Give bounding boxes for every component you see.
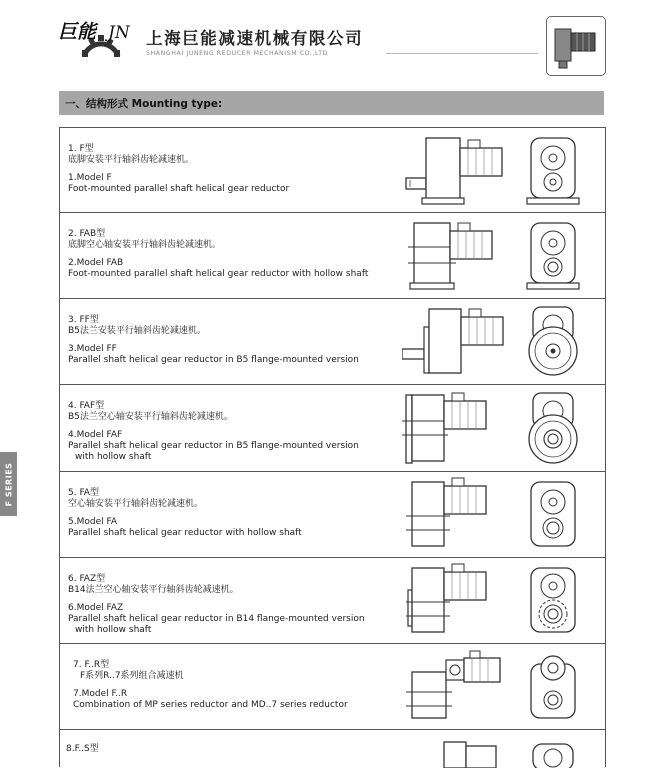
row-model-en: 2.Model FAB [68, 258, 124, 268]
row-desc-en: Parallel shaft helical gear reductor in B5 flange-mounted version [68, 441, 359, 451]
svg-text:巨能: 巨能 [58, 21, 97, 43]
row-title-cn: 6. FAZ型 [68, 574, 106, 584]
mounting-type-table [59, 127, 606, 767]
front-view-drawing [523, 217, 583, 293]
product-thumbnail [546, 16, 606, 76]
mounting-type-row [60, 384, 605, 472]
company-name-en: SHANGHAI JUNENG REDUCER MECHANISM CO.,LTD [146, 50, 328, 57]
side-view-drawing [402, 132, 508, 208]
row-desc-cn: 底脚空心轴安装平行轴斜齿轮减速机。 [68, 240, 222, 250]
page-header [0, 0, 663, 85]
mounting-type-row [60, 212, 605, 299]
row-title-cn: 7. F..R型 [73, 660, 110, 670]
row-desc-en-continued: with hollow shaft [75, 452, 152, 462]
row-desc-en: Combination of MP series reductor and MD..7 series reductor [73, 700, 348, 710]
row-title-cn: 8.F..S型 [66, 744, 99, 754]
front-view-drawing [523, 389, 583, 467]
side-view-drawing [442, 738, 502, 768]
row-desc-en: Foot-mounted parallel shaft helical gear reductor [68, 184, 290, 194]
header-divider [386, 53, 538, 54]
company-name-cn: 上海巨能减速机械有限公司 [146, 29, 364, 48]
mounting-type-row [60, 298, 605, 385]
series-side-tab [0, 452, 17, 516]
row-title-cn: 4. FAF型 [68, 401, 105, 411]
side-view-drawing [402, 303, 508, 379]
row-model-en: 5.Model FA [68, 517, 117, 527]
row-model-en: 1.Model F [68, 173, 112, 183]
row-model-en: 3.Model FF [68, 344, 117, 354]
row-desc-cn: 底脚安装平行轴斜齿轮减速机。 [68, 155, 195, 165]
row-desc-en-continued: with hollow shaft [75, 625, 152, 635]
row-model-en: 6.Model FAZ [68, 603, 124, 613]
row-desc-cn: B5法兰空心轴安装平行轴斜齿轮减速机。 [68, 412, 233, 422]
front-view-drawing [523, 648, 583, 724]
mounting-type-row [60, 471, 605, 558]
mounting-type-row [60, 127, 605, 213]
section-title: 一、结构形式 Mounting type: [65, 98, 223, 110]
front-view-drawing [523, 303, 583, 379]
svg-text:JN: JN [108, 23, 130, 43]
front-view-drawing [523, 132, 583, 208]
row-title-cn: 1. F型 [68, 144, 94, 154]
front-view-drawing [531, 738, 575, 768]
row-title-cn: 5. FA型 [68, 488, 99, 498]
row-title-cn: 2. FAB型 [68, 229, 106, 239]
row-desc-cn: F系列R..7系列组合减速机 [80, 671, 184, 681]
company-logo [56, 16, 141, 60]
row-desc-en: Parallel shaft helical gear reductor in B5 flange-mounted version [68, 355, 359, 365]
row-desc-cn: B14法兰空心轴安装平行轴斜齿轮减速机。 [68, 585, 239, 595]
mounting-type-row [60, 557, 605, 644]
section-header-bar [59, 91, 604, 115]
front-view-drawing [523, 476, 583, 552]
side-view-drawing [402, 389, 508, 467]
row-desc-cn: B5法兰安装平行轴斜齿轮减速机。 [68, 326, 206, 336]
row-model-en: 4.Model FAF [68, 430, 123, 440]
row-model-en: 7.Model F..R [73, 689, 128, 699]
side-view-drawing [402, 562, 508, 638]
row-desc-cn: 空心轴安装平行轴斜齿轮减速机。 [68, 499, 204, 509]
row-desc-en: Parallel shaft helical gear reductor with hollow shaft [68, 528, 302, 538]
side-view-drawing [402, 217, 508, 293]
side-view-drawing [402, 648, 508, 724]
row-desc-en: Foot-mounted parallel shaft helical gear reductor with hollow shaft [68, 269, 369, 279]
row-title-cn: 3. FF型 [68, 315, 99, 325]
series-side-tab-label: F SERIES [4, 462, 13, 506]
row-desc-en: Parallel shaft helical gear reductor in B14 flange-mounted version [68, 614, 365, 624]
mounting-type-row [60, 643, 605, 730]
front-view-drawing [523, 562, 583, 638]
side-view-drawing [402, 476, 508, 552]
